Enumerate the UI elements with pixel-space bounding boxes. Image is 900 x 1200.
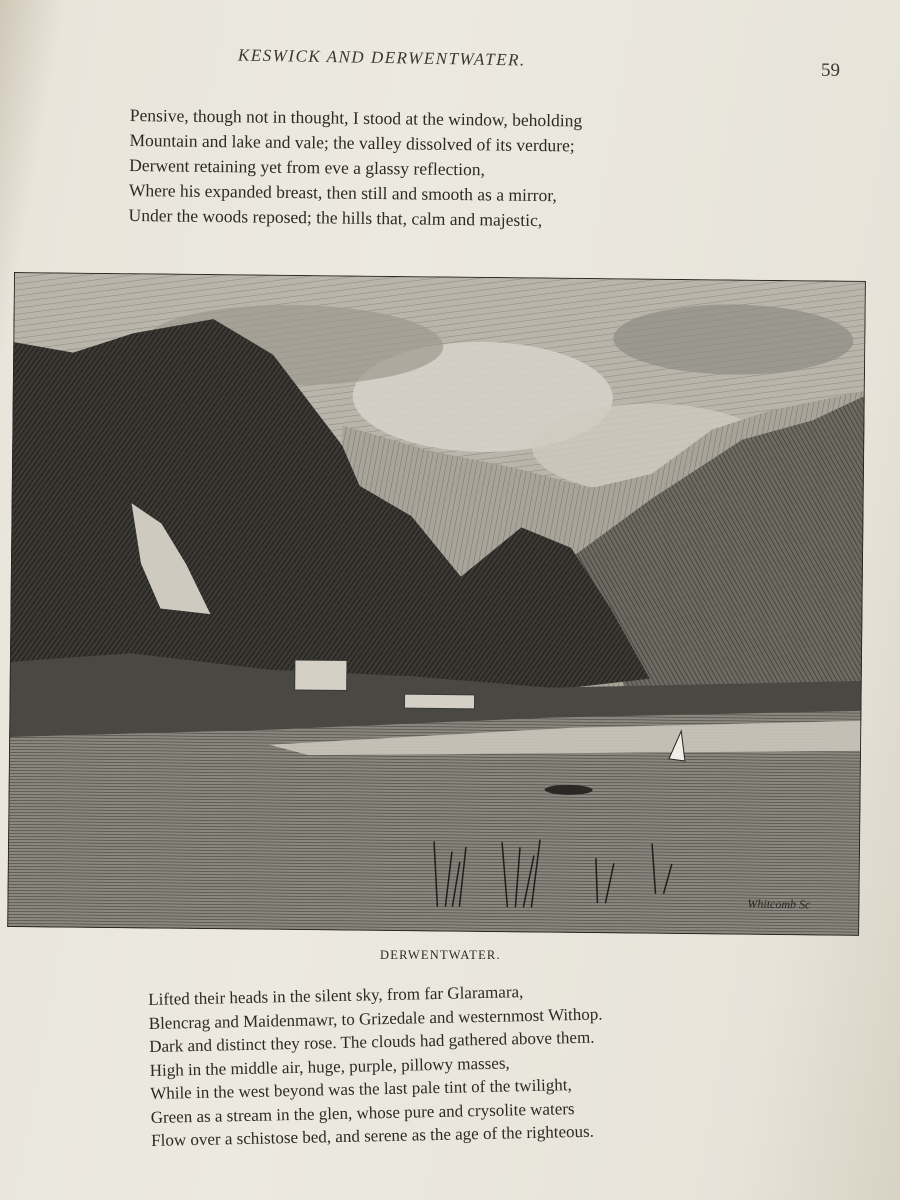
stanza-top [128, 103, 582, 234]
verse-line: Under the woods reposed; the hills that, calm and majestic, [128, 204, 543, 231]
verse-line: Lifted their heads in the silent sky, from far Glaramara, [148, 982, 524, 1009]
derwentwater-engraving [7, 272, 866, 936]
verse-line: Where his expanded breast, then still and smooth as a mirror, [128, 179, 557, 206]
verse-line: Mountain and lake and vale; the valley dissolved of its verdure; [129, 129, 575, 156]
verse-line: While in the west beyond was the last pale tint of the twilight, [150, 1075, 572, 1103]
stanza-bottom [148, 978, 605, 1152]
verse-line: Dark and distinct they rose. The clouds had gathered above them. [149, 1027, 595, 1056]
hotel-building [295, 660, 347, 691]
running-head: KESWICK AND DERWENTWATER. [237, 45, 526, 70]
cottages [404, 694, 474, 709]
verse-line: Green as a stream in the glen, whose pure and crysolite waters [150, 1098, 575, 1127]
engraving-svg [7, 272, 866, 936]
verse-line: Blencrag and Maidenmawr, to Grizedale and westernmost Withop. [148, 1003, 603, 1033]
verse-line: High in the middle air, huge, purple, pillowy masses, [149, 1052, 510, 1080]
verse-line: Derwent retaining yet from eve a glassy reflection, [129, 154, 486, 180]
verse-line: Pensive, though not in thought, I stood at the window, beholding [129, 104, 583, 131]
illustration-caption: DERWENTWATER. [380, 948, 501, 962]
verse-line: Flow over a schistose bed, and serene as the age of the righteous. [150, 1121, 595, 1150]
engraver-signature: Whitcomb Sc [747, 896, 811, 912]
page-number: 59 [821, 60, 840, 81]
